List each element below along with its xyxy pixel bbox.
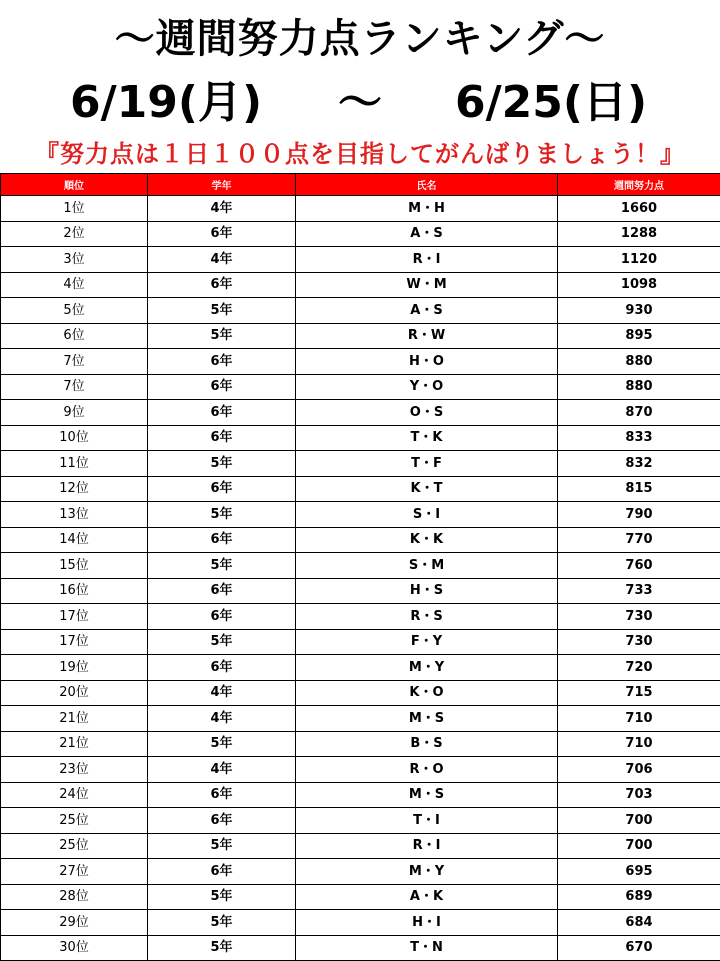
- points-cell: 815: [558, 476, 720, 502]
- points-cell: 670: [558, 935, 720, 961]
- grade-cell: 5年: [148, 629, 296, 655]
- table-row: [1, 629, 720, 655]
- rank-cell: 9位: [1, 400, 148, 426]
- table-row: [1, 706, 720, 732]
- rank-cell: 6位: [1, 323, 148, 349]
- table-row: [1, 604, 720, 630]
- name-cell: Y・O: [296, 374, 558, 400]
- grade-cell: 6年: [148, 221, 296, 247]
- points-cell: 832: [558, 451, 720, 477]
- points-cell: 730: [558, 604, 720, 630]
- points-cell: 880: [558, 374, 720, 400]
- name-cell: A・S: [296, 221, 558, 247]
- name-cell: A・K: [296, 884, 558, 910]
- points-cell: 703: [558, 782, 720, 808]
- rank-cell: 17位: [1, 604, 148, 630]
- name-cell: R・I: [296, 247, 558, 273]
- rank-cell: 30位: [1, 935, 148, 961]
- rank-cell: 25位: [1, 808, 148, 834]
- rank-cell: 24位: [1, 782, 148, 808]
- column-header-name: 氏名: [296, 174, 558, 196]
- grade-cell: 6年: [148, 859, 296, 885]
- table-row: [1, 400, 720, 426]
- rank-cell: 14位: [1, 527, 148, 553]
- table-header-row: [1, 174, 720, 196]
- grade-cell: 6年: [148, 578, 296, 604]
- rank-cell: 2位: [1, 221, 148, 247]
- grade-cell: 6年: [148, 655, 296, 681]
- table-row: [1, 680, 720, 706]
- table-row: [1, 374, 720, 400]
- grade-cell: 4年: [148, 196, 296, 222]
- ranking-table: [0, 173, 720, 961]
- points-cell: 1098: [558, 272, 720, 298]
- name-cell: R・W: [296, 323, 558, 349]
- rank-cell: 17位: [1, 629, 148, 655]
- name-cell: R・O: [296, 757, 558, 783]
- points-cell: 689: [558, 884, 720, 910]
- table-row: [1, 859, 720, 885]
- name-cell: M・H: [296, 196, 558, 222]
- rank-cell: 27位: [1, 859, 148, 885]
- grade-cell: 6年: [148, 349, 296, 375]
- rank-cell: 15位: [1, 553, 148, 579]
- rank-cell: 13位: [1, 502, 148, 528]
- points-cell: 700: [558, 833, 720, 859]
- name-cell: F・Y: [296, 629, 558, 655]
- rank-cell: 4位: [1, 272, 148, 298]
- table-row: [1, 935, 720, 961]
- points-cell: 1288: [558, 221, 720, 247]
- points-cell: 833: [558, 425, 720, 451]
- grade-cell: 4年: [148, 680, 296, 706]
- grade-cell: 5年: [148, 502, 296, 528]
- points-cell: 684: [558, 910, 720, 936]
- table-row: [1, 221, 720, 247]
- date-end: 6/25(日): [455, 72, 647, 134]
- rank-cell: 12位: [1, 476, 148, 502]
- grade-cell: 6年: [148, 400, 296, 426]
- rank-cell: 21位: [1, 731, 148, 757]
- rank-cell: 21位: [1, 706, 148, 732]
- date-start: 6/19(月): [70, 72, 262, 134]
- name-cell: H・O: [296, 349, 558, 375]
- rank-cell: 5位: [1, 298, 148, 324]
- rank-cell: 7位: [1, 374, 148, 400]
- grade-cell: 6年: [148, 527, 296, 553]
- name-cell: T・I: [296, 808, 558, 834]
- table-row: [1, 476, 720, 502]
- name-cell: K・T: [296, 476, 558, 502]
- grade-cell: 4年: [148, 706, 296, 732]
- points-cell: 770: [558, 527, 720, 553]
- name-cell: B・S: [296, 731, 558, 757]
- table-row: [1, 833, 720, 859]
- table-row: [1, 910, 720, 936]
- name-cell: R・I: [296, 833, 558, 859]
- name-cell: K・K: [296, 527, 558, 553]
- column-header-rank: 順位: [1, 174, 148, 196]
- name-cell: S・M: [296, 553, 558, 579]
- table-row: [1, 553, 720, 579]
- table-row: [1, 527, 720, 553]
- name-cell: M・S: [296, 782, 558, 808]
- points-cell: 706: [558, 757, 720, 783]
- table-row: [1, 502, 720, 528]
- name-cell: R・S: [296, 604, 558, 630]
- rank-cell: 7位: [1, 349, 148, 375]
- table-row: [1, 196, 720, 222]
- table-row: [1, 731, 720, 757]
- rank-cell: 3位: [1, 247, 148, 273]
- name-cell: K・O: [296, 680, 558, 706]
- table-row: [1, 578, 720, 604]
- points-cell: 790: [558, 502, 720, 528]
- rank-cell: 20位: [1, 680, 148, 706]
- table-row: [1, 808, 720, 834]
- points-cell: 710: [558, 706, 720, 732]
- points-cell: 880: [558, 349, 720, 375]
- name-cell: S・I: [296, 502, 558, 528]
- points-cell: 720: [558, 655, 720, 681]
- grade-cell: 5年: [148, 553, 296, 579]
- table-row: [1, 782, 720, 808]
- slogan: 『努力点は１日１００点を目指してがんばりましょう！』: [0, 136, 720, 172]
- grade-cell: 5年: [148, 833, 296, 859]
- rank-cell: 10位: [1, 425, 148, 451]
- grade-cell: 6年: [148, 425, 296, 451]
- table-row: [1, 247, 720, 273]
- name-cell: H・I: [296, 910, 558, 936]
- points-cell: 895: [558, 323, 720, 349]
- grade-cell: 5年: [148, 298, 296, 324]
- name-cell: M・Y: [296, 859, 558, 885]
- rank-cell: 25位: [1, 833, 148, 859]
- table-body: [1, 196, 720, 961]
- points-cell: 710: [558, 731, 720, 757]
- points-cell: 1120: [558, 247, 720, 273]
- name-cell: H・S: [296, 578, 558, 604]
- table-row: [1, 272, 720, 298]
- points-cell: 695: [558, 859, 720, 885]
- points-cell: 760: [558, 553, 720, 579]
- table-row: [1, 349, 720, 375]
- grade-cell: 6年: [148, 476, 296, 502]
- rank-cell: 28位: [1, 884, 148, 910]
- points-cell: 1660: [558, 196, 720, 222]
- name-cell: O・S: [296, 400, 558, 426]
- grade-cell: 6年: [148, 272, 296, 298]
- grade-cell: 4年: [148, 757, 296, 783]
- rank-cell: 1位: [1, 196, 148, 222]
- points-cell: 733: [558, 578, 720, 604]
- name-cell: W・M: [296, 272, 558, 298]
- grade-cell: 5年: [148, 323, 296, 349]
- rank-cell: 16位: [1, 578, 148, 604]
- table-row: [1, 655, 720, 681]
- grade-cell: 4年: [148, 247, 296, 273]
- page-title: ～週間努力点ランキング～: [0, 14, 720, 64]
- rank-cell: 29位: [1, 910, 148, 936]
- points-cell: 930: [558, 298, 720, 324]
- rank-cell: 23位: [1, 757, 148, 783]
- column-header-points: 週間努力点: [558, 174, 720, 196]
- name-cell: M・Y: [296, 655, 558, 681]
- grade-cell: 6年: [148, 604, 296, 630]
- grade-cell: 6年: [148, 808, 296, 834]
- points-cell: 715: [558, 680, 720, 706]
- points-cell: 870: [558, 400, 720, 426]
- date-range: [0, 72, 720, 134]
- grade-cell: 5年: [148, 451, 296, 477]
- table-row: [1, 884, 720, 910]
- column-header-grade: 学年: [148, 174, 296, 196]
- name-cell: T・N: [296, 935, 558, 961]
- table-row: [1, 323, 720, 349]
- grade-cell: 5年: [148, 935, 296, 961]
- name-cell: A・S: [296, 298, 558, 324]
- rank-cell: 11位: [1, 451, 148, 477]
- table-row: [1, 757, 720, 783]
- name-cell: T・F: [296, 451, 558, 477]
- table-row: [1, 451, 720, 477]
- grade-cell: 5年: [148, 731, 296, 757]
- grade-cell: 5年: [148, 910, 296, 936]
- name-cell: T・K: [296, 425, 558, 451]
- table-row: [1, 425, 720, 451]
- grade-cell: 5年: [148, 884, 296, 910]
- points-cell: 730: [558, 629, 720, 655]
- grade-cell: 6年: [148, 374, 296, 400]
- points-cell: 700: [558, 808, 720, 834]
- name-cell: M・S: [296, 706, 558, 732]
- grade-cell: 6年: [148, 782, 296, 808]
- date-separator: ～: [338, 72, 382, 134]
- table-row: [1, 298, 720, 324]
- rank-cell: 19位: [1, 655, 148, 681]
